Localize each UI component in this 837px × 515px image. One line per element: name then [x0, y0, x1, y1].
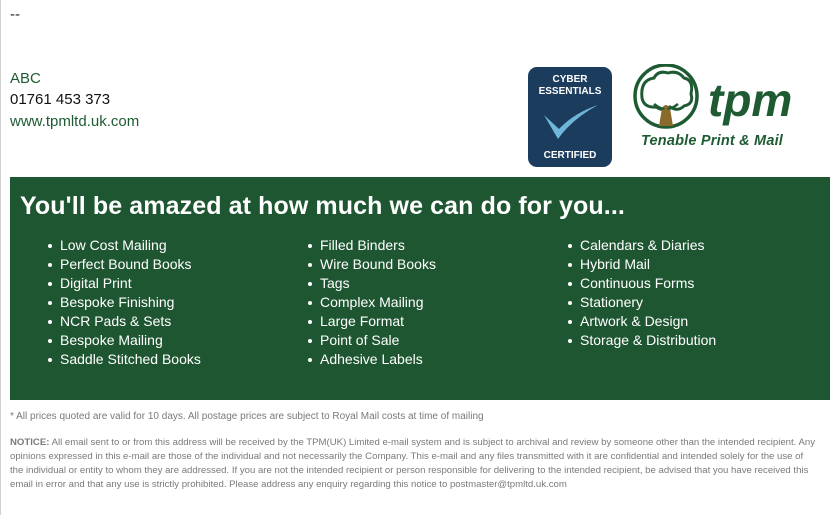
services-banner: [10, 177, 830, 400]
service-item: Filled Binders: [308, 236, 436, 255]
service-item: Continuous Forms: [568, 274, 716, 293]
service-item: Wire Bound Books: [308, 255, 436, 274]
tree-icon: [635, 65, 697, 127]
services-column-3: [568, 236, 716, 350]
tpm-wordmark: tpm: [708, 74, 793, 126]
service-item: Complex Mailing: [308, 293, 436, 312]
notice-text: All email sent to or from this address will be received by the TPM(UK) Limited e-mail system and is subject to archival and review by someone other than the intended recipient. Any opinions expressed in this e-mail are those of the individual and not necessarily the Company. This e-mail and any files transmitted with it are confidential and intended solely for the use of the individual or entity to whom they are addressed. If you are not the intended recipient or person responsible for delivering to the intended recipient, be advised that you have received this email in error and that any use is strictly prohibited. Please address any enquiry regarding this notice to postmaster@tpmltd.uk.com: [10, 437, 816, 490]
legal-notice: [10, 436, 815, 492]
badge-line1: CYBER: [552, 74, 588, 85]
service-item: Saddle Stitched Books: [48, 350, 201, 369]
signature-phone: 01761 453 373: [10, 91, 111, 108]
price-disclaimer: * All prices quoted are valid for 10 days. All postage prices are subject to Royal Mail costs at time of mailing: [10, 411, 484, 422]
service-item: Low Cost Mailing: [48, 236, 201, 255]
service-item: NCR Pads & Sets: [48, 312, 201, 331]
signature-name: ABC: [10, 70, 41, 87]
tpm-tagline: Tenable Print & Mail: [641, 133, 784, 149]
service-item: Calendars & Diaries: [568, 236, 716, 255]
badge-line2: ESSENTIALS: [538, 86, 602, 97]
service-item: Bespoke Finishing: [48, 293, 201, 312]
service-item: Hybrid Mail: [568, 255, 716, 274]
service-item: Bespoke Mailing: [48, 331, 201, 350]
banner-title: You'll be amazed at how much we can do for you...: [20, 192, 625, 220]
services-column-2: [308, 236, 436, 369]
badge-status: CERTIFIED: [543, 150, 597, 161]
service-item: Storage & Distribution: [568, 331, 716, 350]
service-item: Tags: [308, 274, 436, 293]
services-column-1: [48, 236, 201, 369]
signature-separator: --: [10, 6, 20, 23]
service-item: Large Format: [308, 312, 436, 331]
cyber-essentials-badge: [528, 67, 612, 167]
service-item: Artwork & Design: [568, 312, 716, 331]
service-item: Stationery: [568, 293, 716, 312]
signature-website-link[interactable]: www.tpmltd.uk.com: [10, 113, 140, 130]
service-item: Adhesive Labels: [308, 350, 436, 369]
notice-label: NOTICE:: [10, 437, 50, 448]
service-item: Perfect Bound Books: [48, 255, 201, 274]
service-item: Digital Print: [48, 274, 201, 293]
service-item: Point of Sale: [308, 331, 436, 350]
